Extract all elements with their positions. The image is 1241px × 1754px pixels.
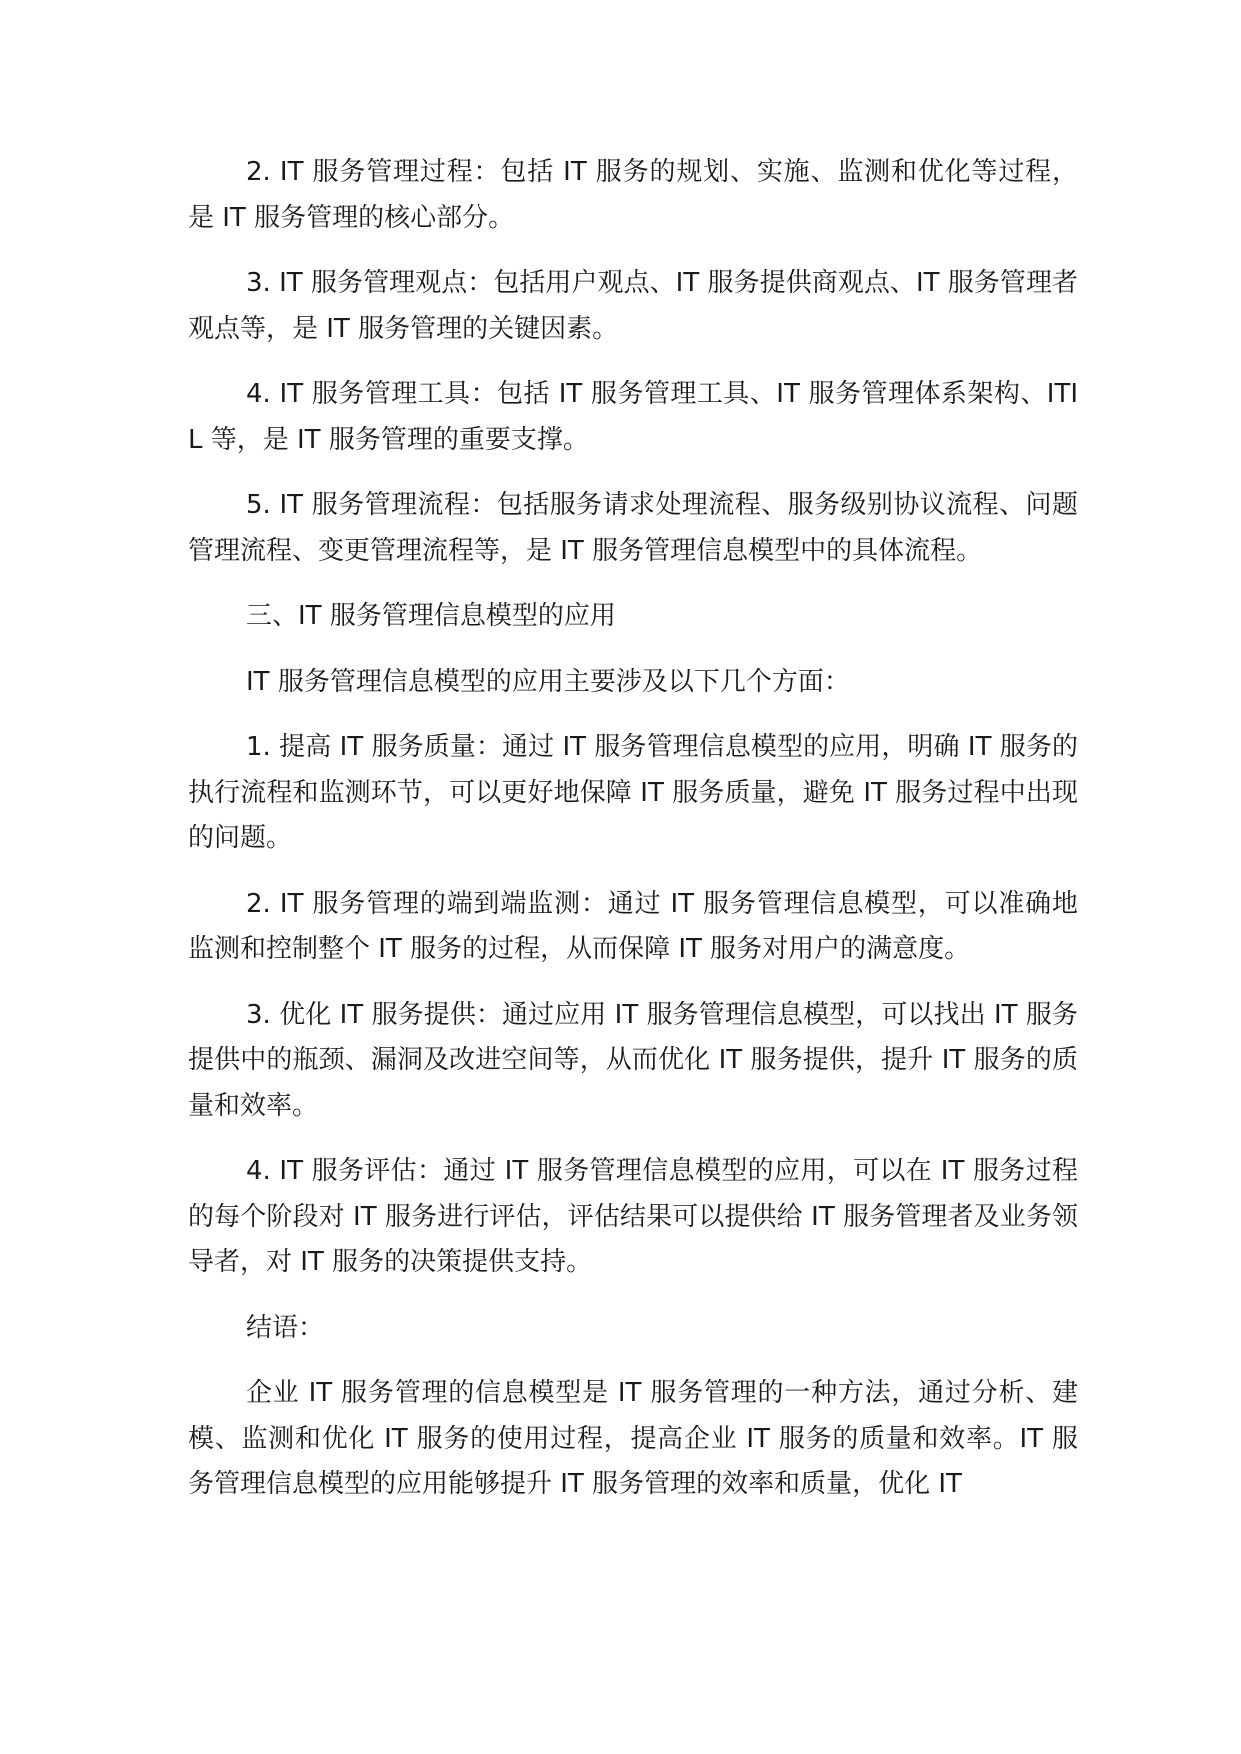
paragraph-evaluation: 4. IT 服务评估：通过 IT 服务管理信息模型的应用，可以在 IT 服务过程的每个阶段对 IT 服务进行评估，评估结果可以提供给 IT 服务管理者及业务领导者，对 IT 服务的决策提供支持。: [188, 1156, 1078, 1277]
paragraph-end-to-end: 2. IT 服务管理的端到端监测：通过 IT 服务管理信息模型，可以准确地监测和控制整个 IT 服务的过程，从而保障 IT 服务对用户的满意度。: [188, 888, 1078, 964]
paragraph-optimize: 3. 优化 IT 服务提供：通过应用 IT 服务管理信息模型，可以找出 IT 服务提供中的瓶颈、漏洞及改进空间等，从而优化 IT 服务提供，提升 IT 服务的质量和效率。: [188, 999, 1078, 1121]
paragraph-workflow: 5. IT 服务管理流程：包括服务请求处理流程、服务级别协议流程、问题管理流程、变更管理流程等，是 IT 服务管理信息模型中的具体流程。: [188, 490, 1078, 566]
paragraph-tools: 4. IT 服务管理工具：包括 IT 服务管理工具、IT 服务管理体系架构、ITIL 等，是 IT 服务管理的重要支撑。: [188, 379, 1078, 455]
paragraph-quality: 1. 提高 IT 服务质量：通过 IT 服务管理信息模型的应用，明确 IT 服务的执行流程和监测环节，可以更好地保障 IT 服务质量，避免 IT 服务过程中出现的问题。: [188, 732, 1078, 853]
document-body: [188, 150, 1078, 1528]
paragraph-viewpoint: 3. IT 服务管理观点：包括用户观点、IT 服务提供商观点、IT 服务管理者观点等，是 IT 服务管理的关键因素。: [188, 268, 1078, 344]
paragraph-process: 2. IT 服务管理过程：包括 IT 服务的规划、实施、监测和优化等过程，是 IT 服务管理的核心部分。: [188, 157, 1078, 233]
paragraph-conclusion: 企业 IT 服务管理的信息模型是 IT 服务管理的一种方法，通过分析、建模、监测和优化 IT 服务的使用过程，提高企业 IT 服务的质量和效率。IT 服务管理信息模型的应用能够提升 IT 服务管理的效率和质量，优化 IT: [188, 1378, 1078, 1499]
paragraph-application-intro: IT 服务管理信息模型的应用主要涉及以下几个方面：: [246, 666, 850, 697]
conclusion-heading: 结语：: [246, 1312, 325, 1343]
section-heading-application: 三、IT 服务管理信息模型的应用: [246, 601, 616, 631]
